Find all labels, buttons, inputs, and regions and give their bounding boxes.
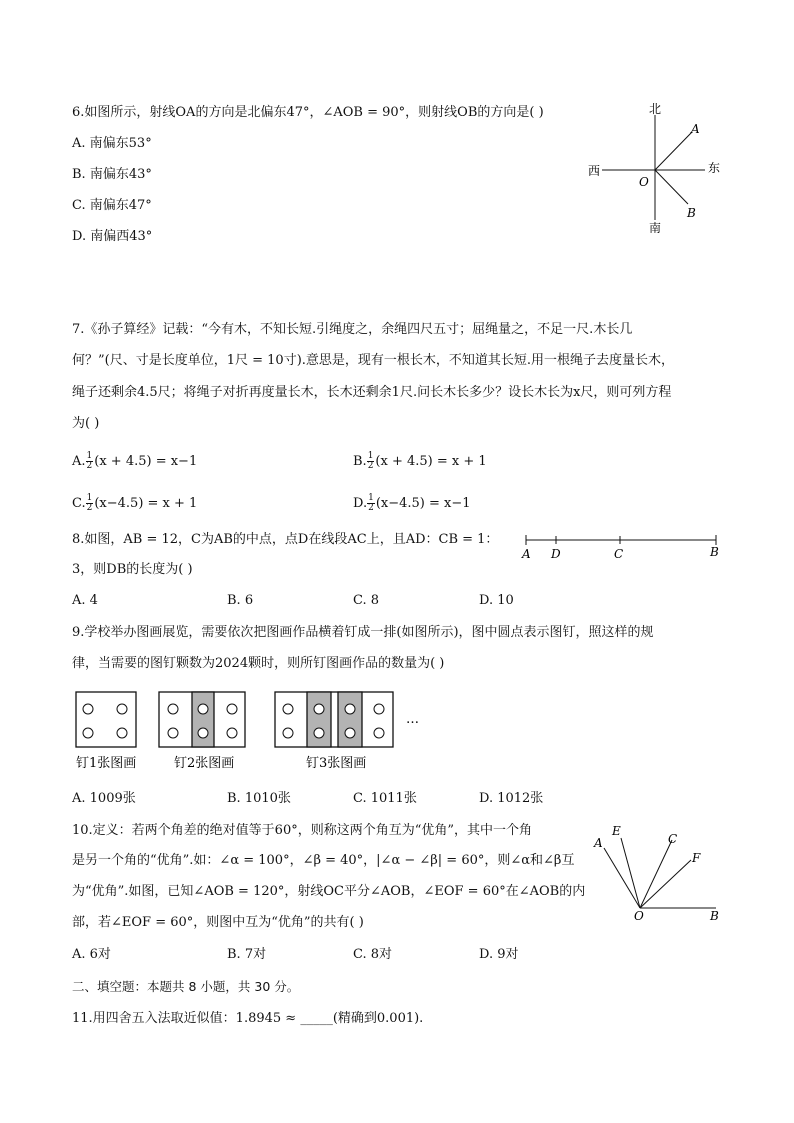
section-2-heading: 二、填空题：本题共 8 小题，共 30 分。 — [72, 979, 300, 994]
q6-compass-figure — [580, 100, 730, 240]
q9-pictures-figure — [70, 685, 430, 777]
point-b-label: B — [687, 206, 696, 220]
q8-option-d: D. 10 — [479, 593, 514, 608]
q10-option-b: B. 7对 — [227, 947, 267, 962]
q7-option-c: C. $\frac{1}{2}$ (x−4.5) = x + 1 — [72, 493, 198, 513]
picture-3 — [275, 692, 393, 747]
q7-line-1: 7.《孙子算经》记载：“今有木，不知长短.引绳度之，余绳四尺五寸；屈绳量之，不足一尺.木长几 — [72, 322, 633, 337]
q6-option-a: A. 南偏东53° — [72, 136, 152, 151]
q10-option-d: D. 9对 — [479, 947, 519, 962]
q8-line-2: 3，则DB的长度为( ) — [72, 562, 193, 577]
q7-option-d: D. $\frac{1}{2}$ (x−4.5) = x−1 — [353, 493, 471, 513]
q8-segment-figure — [518, 530, 728, 564]
caption-1: 钉1张图画 — [76, 756, 137, 771]
q8-option-c: C. 8 — [353, 593, 380, 608]
q10-line-4: 部，若∠EOF = 60°，则图中互为“优角”的共有( ) — [72, 915, 364, 930]
point-o-label: O — [639, 175, 649, 189]
q8-line-1: 8.如图，AB = 12，C为AB的中点，点D在线段AC上，且AD：CB = 1： — [72, 532, 499, 547]
q8-option-a: A. 4 — [72, 593, 98, 608]
east-label: 东 — [708, 161, 721, 175]
q6-stem: 6.如图所示，射线OA的方向是北偏东47°，∠AOB = 90°，则射线OB的方向是( ) — [72, 105, 544, 120]
south-label: 南 — [649, 221, 662, 235]
q9-line-2: 律，当需要的图钉颗数为2024颗时，则所钉图画作品的数量为( ) — [72, 656, 445, 671]
ray-f-label: F — [692, 851, 701, 865]
seg-b-label: B — [710, 545, 719, 559]
west-label: 西 — [588, 164, 601, 178]
vertex-o-label: O — [634, 909, 644, 923]
ray-a-label: A — [594, 836, 603, 850]
caption-2: 钉2张图画 — [174, 756, 235, 771]
q9-option-d: D. 1012张 — [479, 791, 544, 806]
q9-option-a: A. 1009张 — [72, 791, 136, 806]
ray-b-label: B — [710, 909, 719, 923]
q7-line-4: 为( ) — [72, 416, 100, 431]
q10-line-2: 是另一个角的“优角”.如：∠α = 100°，∠β = 40°，|∠α − ∠β| = 60°，则∠α和∠β互 — [72, 853, 575, 868]
q7-option-a: A. $\frac{1}{2}$ (x + 4.5) = x−1 — [72, 451, 198, 471]
north-label: 北 — [649, 102, 662, 116]
q6-option-c: C. 南偏东47° — [72, 198, 152, 213]
q9-option-c: C. 1011张 — [353, 791, 417, 806]
point-a-label: A — [691, 122, 700, 136]
seg-a-label: A — [522, 547, 531, 561]
picture-1 — [76, 692, 136, 747]
ray-c-label: C — [668, 832, 678, 846]
q9-option-b: B. 1010张 — [227, 791, 291, 806]
q11-text: 11.用四舍五入法取近似值：1.8945 ≈ _____(精确到0.001). — [72, 1011, 424, 1026]
seg-c-label: C — [614, 547, 624, 561]
q7-line-3: 绳子还剩余4.5尺；将绳子对折再度量长木，长木还剩余1尺.问长木长多少？设长木长为x尺，则可列方程 — [72, 385, 672, 400]
q7-line-2: 何？”(尺、寸是长度单位，1尺 = 10寸).意思是，现有一根长木，不知道其长短.用一根绳子去度量长木， — [72, 353, 675, 368]
ray-e-label: E — [612, 824, 621, 838]
q8-option-b: B. 6 — [227, 593, 254, 608]
q10-angle-figure — [588, 820, 728, 924]
q10-option-c: C. 8对 — [353, 947, 393, 962]
seg-d-label: D — [551, 547, 561, 561]
q9-line-1: 9.学校举办图画展览，需要依次把图画作品横着钉成一排(如图所示)，图中圆点表示图钉，照这样的规 — [72, 625, 654, 640]
q10-line-3: 为“优角”.如图，已知∠AOB = 120°，射线OC平分∠AOB，∠EOF = 60°在∠AOB的内 — [72, 884, 586, 899]
caption-3: 钉3张图画 — [306, 756, 367, 771]
ellipsis: … — [406, 712, 419, 727]
picture-2 — [159, 692, 245, 747]
q10-option-a: A. 6对 — [72, 947, 111, 962]
q6-option-b: B. 南偏东43° — [72, 167, 152, 182]
q6-option-d: D. 南偏西43° — [72, 229, 153, 244]
q10-line-1: 10.定义：若两个角差的绝对值等于60°，则称这两个角互为“优角”，其中一个角 — [72, 823, 533, 838]
q7-option-b: B. $\frac{1}{2}$ (x + 4.5) = x + 1 — [353, 451, 487, 471]
